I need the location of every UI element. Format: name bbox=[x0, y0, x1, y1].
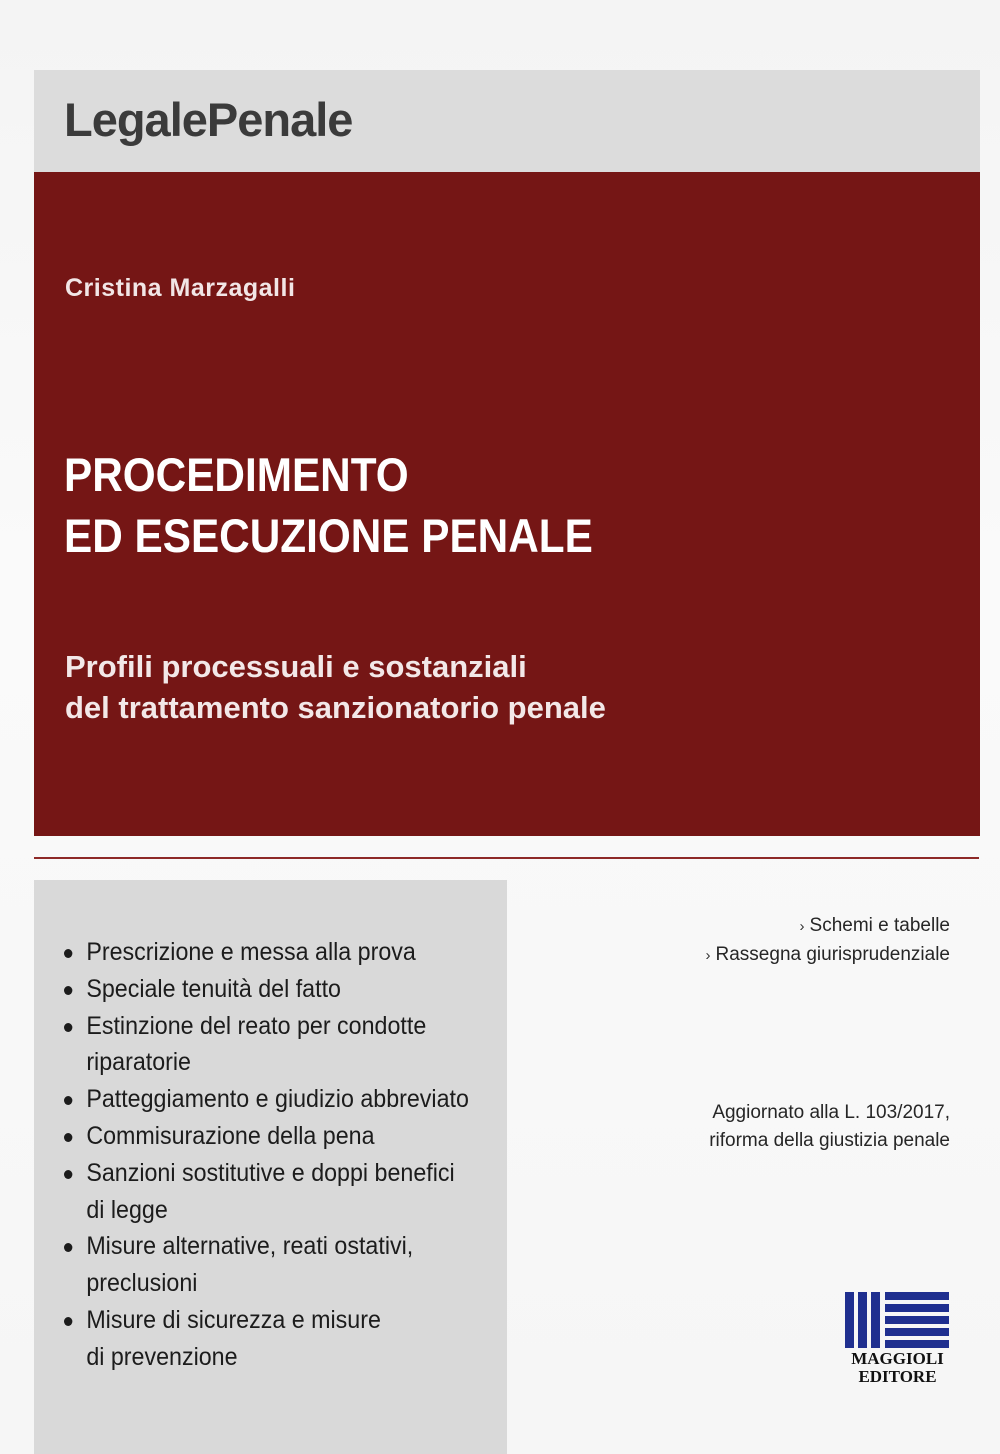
maggioli-logo-icon bbox=[845, 1292, 949, 1348]
bullet-icon bbox=[64, 1170, 72, 1179]
chevron-right-icon: › bbox=[799, 918, 805, 935]
bullet-icon bbox=[64, 1317, 72, 1326]
bullet-icon bbox=[64, 1133, 72, 1142]
title-line: PROCEDIMENTO bbox=[64, 448, 409, 501]
topic-text: di prevenzione bbox=[86, 1342, 238, 1371]
title-line: ED ESECUZIONE PENALE bbox=[64, 509, 593, 562]
publisher-name-line: MAGGIOLI bbox=[851, 1349, 944, 1368]
topic-item bbox=[64, 1228, 473, 1265]
feature-text: Rassegna giurisprudenziale bbox=[715, 944, 950, 965]
bullet-icon bbox=[64, 949, 72, 958]
topic-item bbox=[64, 971, 473, 1008]
topic-text: Speciale tenuità del fatto bbox=[86, 974, 341, 1003]
topic-item bbox=[64, 1155, 473, 1192]
book-title bbox=[64, 444, 856, 566]
topic-item-continued bbox=[64, 1044, 473, 1081]
topic-text: Commisurazione della pena bbox=[86, 1121, 375, 1150]
topic-item bbox=[64, 934, 473, 971]
author-name: Cristina Marzagalli bbox=[65, 274, 296, 302]
publisher-name bbox=[845, 1350, 950, 1386]
bullet-icon bbox=[64, 1096, 72, 1105]
topic-text: preclusioni bbox=[86, 1269, 198, 1298]
topic-item-continued bbox=[64, 1192, 473, 1229]
topic-item bbox=[64, 1008, 473, 1045]
chevron-right-icon: › bbox=[705, 947, 711, 964]
topics-box bbox=[34, 880, 507, 1454]
topic-text: di legge bbox=[86, 1195, 168, 1224]
bullet-icon bbox=[64, 986, 72, 995]
subtitle-line: Profili processuali e sostanziali bbox=[65, 649, 527, 684]
publisher-logo bbox=[845, 1292, 950, 1387]
topic-text: Misure di sicurezza e misure bbox=[86, 1305, 381, 1334]
bullet-icon bbox=[64, 1243, 72, 1252]
feature-text: Schemi e tabelle bbox=[809, 915, 950, 936]
topics-list bbox=[64, 934, 504, 1376]
topic-text: Patteggiamento e giudizio abbreviato bbox=[86, 1085, 469, 1114]
update-note-line: Aggiornato alla L. 103/2017, bbox=[712, 1102, 950, 1123]
topic-text: Estinzione del reato per condotte bbox=[86, 1011, 427, 1040]
topic-item-continued bbox=[64, 1265, 473, 1302]
feature-item bbox=[706, 912, 950, 941]
divider-rule bbox=[34, 857, 979, 859]
update-note-line: riforma della giustizia penale bbox=[709, 1130, 950, 1151]
series-name: LegalePenale bbox=[64, 93, 353, 146]
topic-item-continued bbox=[64, 1339, 473, 1376]
title-panel bbox=[34, 172, 980, 836]
topic-text: Prescrizione e messa alla prova bbox=[86, 938, 416, 966]
bullet-icon bbox=[64, 1023, 72, 1032]
topic-text: Misure alternative, reati ostativi, bbox=[86, 1232, 414, 1261]
topic-text: Sanzioni sostitutive e doppi benefici bbox=[86, 1158, 455, 1187]
topic-text: riparatorie bbox=[86, 1048, 192, 1077]
features-list bbox=[706, 912, 950, 970]
topic-item bbox=[64, 1081, 473, 1118]
series-band bbox=[34, 70, 980, 172]
subtitle-line: del trattamento sanzionatorio penale bbox=[65, 690, 606, 725]
book-subtitle bbox=[65, 646, 606, 728]
update-note bbox=[709, 1099, 950, 1155]
topic-item bbox=[64, 1118, 473, 1155]
feature-item bbox=[706, 941, 950, 970]
publisher-name-line: EDITORE bbox=[858, 1367, 937, 1386]
topic-item bbox=[64, 1302, 473, 1339]
